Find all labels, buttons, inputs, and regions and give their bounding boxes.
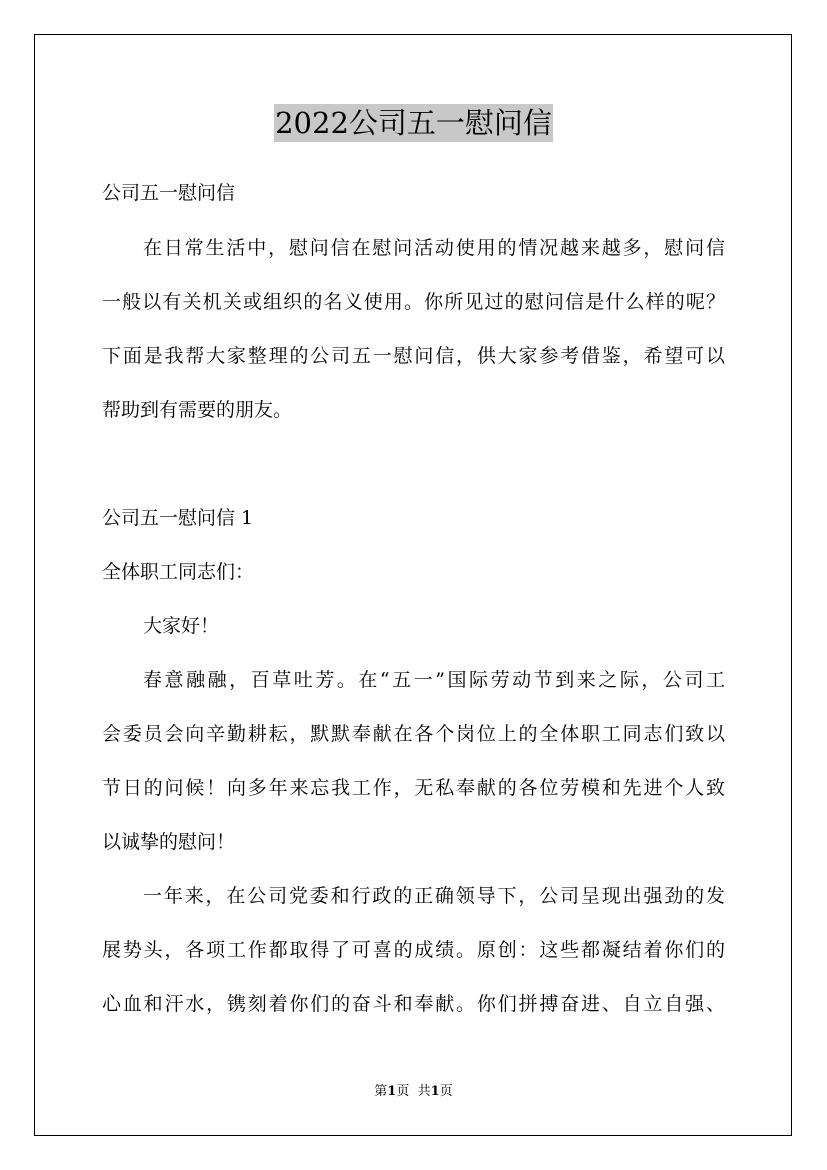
subtitle-line: 公司五一慰问信: [102, 182, 236, 204]
title-container: [0, 104, 827, 142]
paragraph-line: 春意融融，百草吐芳。在“五一”国际劳动节到来之际，公司工: [143, 669, 725, 691]
paragraph-line: 下面是我帮大家整理的公司五一慰问信，供大家参考借鉴，希望可以: [102, 345, 725, 367]
page-footer: [0, 1084, 827, 1100]
footer-total-number: 1: [430, 1084, 440, 1099]
paragraph-line: 心血和汗水，镌刻着你们的奋斗和奉献。你们拼搏奋进、自立自强、: [102, 993, 725, 1015]
footer-page-prefix: 第: [374, 1084, 388, 1099]
greeting: 大家好！: [143, 615, 220, 637]
footer-page-suffix: 页: [396, 1084, 410, 1099]
salutation: 全体职工同志们：: [102, 561, 255, 583]
paragraph-line: 一年来，在公司党委和行政的正确领导下，公司呈现出强劲的发: [143, 885, 725, 907]
footer-total-prefix: 共: [417, 1084, 431, 1099]
paragraph-line: 展势头，各项工作都取得了可喜的成绩。原创：这些都凝结着你们的: [102, 939, 725, 961]
paragraph-line: 一般以有关机关或组织的名义使用。你所见过的慰问信是什么样的呢？: [102, 291, 725, 313]
document-title: 2022公司五一慰问信: [275, 106, 552, 140]
paragraph-line: 在日常生活中，慰问信在慰问活动使用的情况越来越多，慰问信: [143, 237, 725, 259]
footer-page-number: 1: [387, 1084, 397, 1099]
paragraph-line: 以诚挚的慰问！: [102, 831, 236, 853]
paragraph-line: 会委员会向辛勤耕耘，默默奉献在各个岗位上的全体职工同志们致以: [102, 723, 725, 745]
paragraph-line: 节日的问候！向多年来忘我工作，无私奉献的各位劳模和先进个人致: [102, 777, 725, 799]
paragraph-line: 帮助到有需要的朋友。: [102, 399, 293, 421]
footer-total-suffix: 页: [439, 1084, 453, 1099]
section-heading: 公司五一慰问信 1: [102, 507, 254, 529]
